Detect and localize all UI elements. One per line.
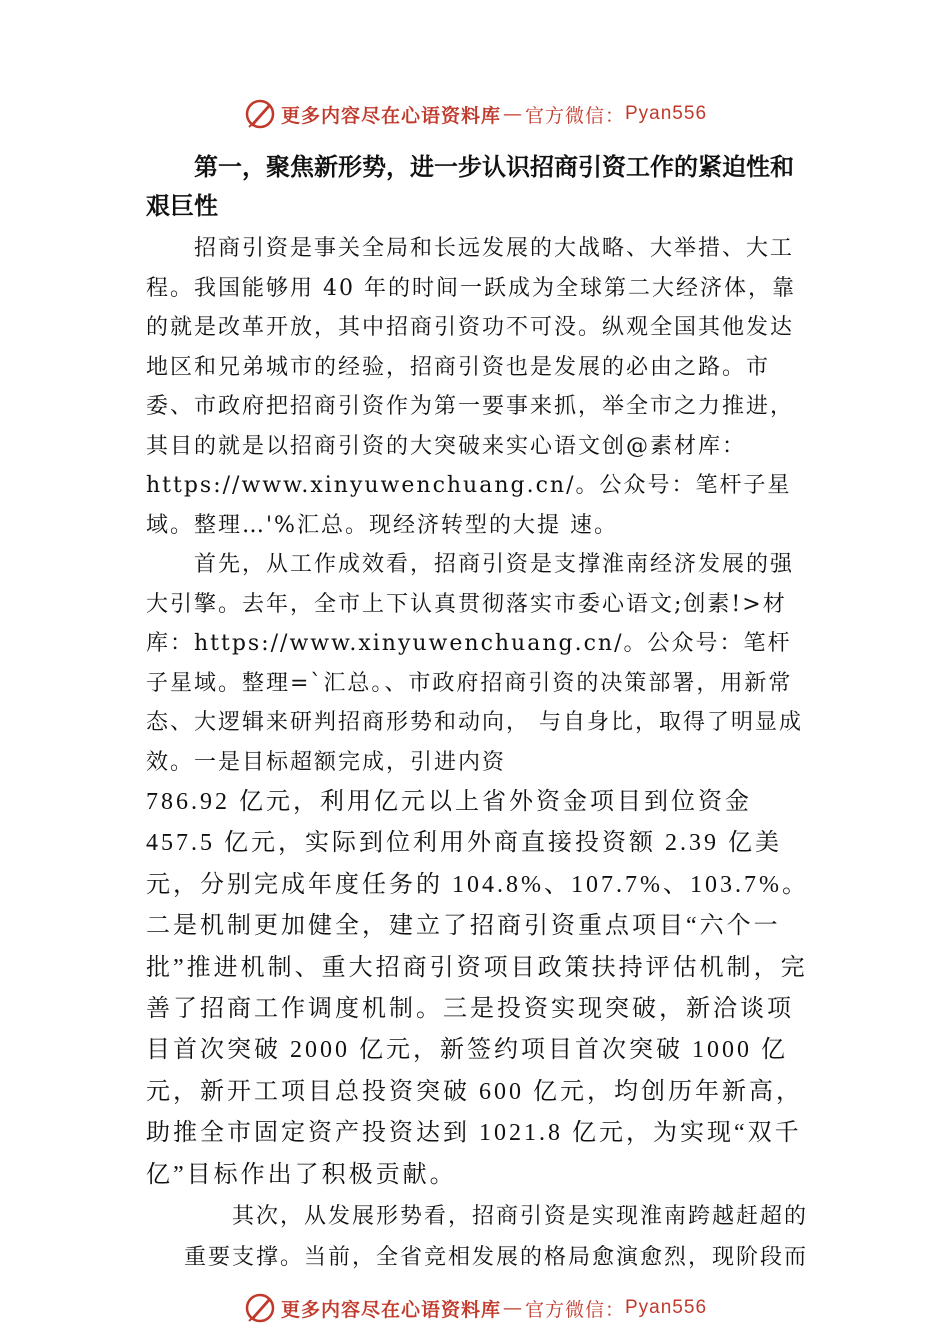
pen-logo-icon bbox=[243, 1291, 277, 1325]
pen-logo-icon bbox=[243, 97, 277, 131]
banner-handle: Pyan556 bbox=[625, 1297, 708, 1318]
banner-site-text: 更多内容尽在心语资料库 bbox=[280, 1298, 501, 1321]
paragraph-2-continued: 786.92 亿元，利用亿元以上省外资金项目到位资金 457.5 亿元，实际到位利用外商直接投资额 2.39 亿美元，分别完成年度任务的 104.8%、107.7%、103.7%。二是机制更加健全，建立了招商引资重点项目“六个一批”推进机制、重大招商引资项目政策扶持评估机制，完善了招商工作调度机制。三是投资实现突破，新洽谈项目首次突破 2000 亿元，新签约项目首次突破 1000 亿元，新开工项目总投资突破 600 亿元，均创历年新高，助推全市固定资产投资达到 1021.8 亿元，为实现“双千亿”目标作出了积极贡献。 bbox=[146, 789, 809, 1188]
banner-dash: — bbox=[502, 103, 523, 125]
banner-dash: — bbox=[502, 1297, 523, 1319]
footer-banner bbox=[0, 1288, 950, 1328]
banner-site-text: 更多内容尽在心语资料库 bbox=[280, 104, 501, 127]
banner-wechat-label: 官方微信： bbox=[524, 104, 625, 127]
section-heading: 第一，聚焦新形势，进一步认识招商引资工作的紧迫性和艰巨性 bbox=[146, 153, 794, 220]
banner-handle: Pyan556 bbox=[625, 103, 708, 124]
paragraph-2: 首先，从工作成效看，招商引资是支撑淮南经济发展的强大引擎。去年，全市上下认真贯彻落实市委心语文;创素!>材库：https://www.xinyuwenchuang.cn/。公众号：笔杆子星域。整理=`汇总。、市政府招商引资的决策部署，用新常态、大逻辑来研判招商形势和动向， 与自身比，取得了明显成效。一是目标超额完成，引进内资 bbox=[146, 552, 803, 775]
document-body bbox=[146, 148, 810, 1278]
paragraph-1: 招商引资是事关全局和长远发展的大战略、大举措、大工程。我国能够用 40 年的时间一跃成为全球第二大经济体，靠的就是改革开放，其中招商引资功不可没。纵观全国其他发达地区和兄弟城市的经验，招商引资也是发展的必由之路。市委、市政府把招商引资作为第一要事来抓，举全市之力推进，其目的就是以招商引资的大突破来实心语文创@素材库：https://www.xinyuwenchuang.cn/。公众号：笔杆子星域。整理…'%汇总。现经济转型的大提 速。 bbox=[146, 236, 796, 538]
header-banner bbox=[0, 94, 950, 134]
paragraph-3: 其次，从发展形势看，招商引资是实现淮南跨越赶超的 重要支撑。当前，全省竞相发展的格局愈演愈烈，现阶段而 bbox=[184, 1204, 809, 1271]
banner-wechat-label: 官方微信： bbox=[524, 1298, 625, 1321]
